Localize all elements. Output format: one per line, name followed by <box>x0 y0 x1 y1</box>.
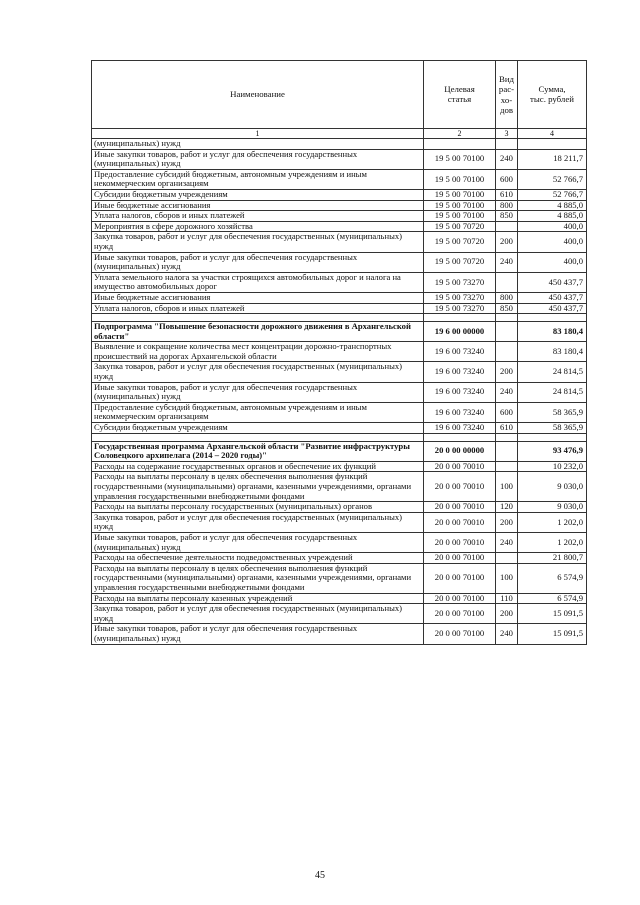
row-code-cell: 19 5 00 70100 <box>424 200 496 211</box>
row-vid-cell <box>496 314 518 322</box>
row-vid-cell: 100 <box>496 472 518 502</box>
header-sum <box>518 61 587 129</box>
row-name-cell: Государственная программа Архангельской области "Развитие инфраструктуры Соловецкого архипелага (2014 – 2020 годы)" <box>92 441 424 461</box>
table-row <box>92 189 587 200</box>
row-name-cell: Иные бюджетные ассигнования <box>92 200 424 211</box>
row-vid-cell: 200 <box>496 512 518 532</box>
row-vid-cell <box>496 441 518 461</box>
row-vid-cell: 610 <box>496 189 518 200</box>
table-row <box>92 472 587 502</box>
table-row <box>92 624 587 644</box>
header-vid-line1: Вид <box>498 73 515 84</box>
row-sum-cell: 450 437,7 <box>518 303 587 314</box>
table-row <box>92 441 587 461</box>
row-code-cell: 20 0 00 70100 <box>424 624 496 644</box>
row-sum-cell: 9 030,0 <box>518 472 587 502</box>
table-row <box>92 433 587 441</box>
row-vid-cell <box>496 433 518 441</box>
row-vid-cell <box>496 342 518 362</box>
row-sum-cell: 15 091,5 <box>518 624 587 644</box>
row-name-cell: Расходы на выплаты персоналу в целях обеспечения выполнения функций государственными (муниципальными) органами, казенными учреждениями, органами управления государственными внебюджетными фондами <box>92 563 424 593</box>
row-vid-cell: 200 <box>496 604 518 624</box>
table-row <box>92 461 587 472</box>
row-code-cell: 19 5 00 70100 <box>424 189 496 200</box>
row-name-cell: Предоставление субсидий бюджетным, автономным учреждениям и иным некоммерческим организациям <box>92 402 424 422</box>
row-sum-cell: 450 437,7 <box>518 272 587 292</box>
row-vid-cell: 800 <box>496 200 518 211</box>
table-row <box>92 604 587 624</box>
table-row <box>92 553 587 564</box>
row-name-cell: (муниципальных) нужд <box>92 139 424 150</box>
table-row <box>92 221 587 232</box>
table-row <box>92 563 587 593</box>
row-name-cell: Уплата земельного налога за участки строящихся автомобильных дорог и налога на имущество автомобильных дорог <box>92 272 424 292</box>
row-name-cell <box>92 433 424 441</box>
row-code-cell: 19 5 00 70720 <box>424 232 496 252</box>
row-code-cell: 19 5 00 73270 <box>424 272 496 292</box>
row-code-cell: 19 6 00 00000 <box>424 322 496 342</box>
row-name-cell: Расходы на обеспечение деятельности подведомственных учреждений <box>92 553 424 564</box>
row-code-cell: 19 6 00 73240 <box>424 402 496 422</box>
row-sum-cell: 400,0 <box>518 221 587 232</box>
table-row <box>92 149 587 169</box>
row-vid-cell: 600 <box>496 402 518 422</box>
row-code-cell: 19 5 00 70100 <box>424 149 496 169</box>
row-vid-cell: 240 <box>496 532 518 552</box>
row-vid-cell: 120 <box>496 502 518 513</box>
header-code-line2: статья <box>447 93 472 104</box>
header-sum-line2: тыс. рублей <box>530 93 574 104</box>
table-row <box>92 314 587 322</box>
table-row <box>92 252 587 272</box>
row-vid-cell <box>496 139 518 150</box>
row-name-cell: Иные закупки товаров, работ и услуг для обеспечения государственных (муниципальных) нужд <box>92 624 424 644</box>
table-row <box>92 502 587 513</box>
row-sum-cell <box>518 433 587 441</box>
row-vid-cell: 240 <box>496 624 518 644</box>
row-code-cell: 20 0 00 70100 <box>424 604 496 624</box>
row-name-cell: Закупка товаров, работ и услуг для обеспечения государственных (муниципальных) нужд <box>92 512 424 532</box>
row-code-cell: 20 0 00 70010 <box>424 461 496 472</box>
row-name-cell: Иные закупки товаров, работ и услуг для обеспечения государственных (муниципальных) нужд <box>92 252 424 272</box>
table-row <box>92 200 587 211</box>
row-sum-cell: 21 800,7 <box>518 553 587 564</box>
row-sum-cell: 83 180,4 <box>518 342 587 362</box>
row-name-cell: Выявление и сокращение количества мест концентрации дорожно-транспортных происшествий на дорогах Архангельской области <box>92 342 424 362</box>
row-sum-cell: 58 365,9 <box>518 402 587 422</box>
row-code-cell: 20 0 00 00000 <box>424 441 496 461</box>
table-row <box>92 512 587 532</box>
row-vid-cell: 240 <box>496 252 518 272</box>
row-vid-cell: 200 <box>496 362 518 382</box>
row-name-cell: Иные закупки товаров, работ и услуг для обеспечения государственных (муниципальных) нужд <box>92 149 424 169</box>
header-sum-line1: Сумма, <box>538 83 566 94</box>
row-sum-cell: 24 814,5 <box>518 382 587 402</box>
row-name-cell: Субсидии бюджетным учреждениям <box>92 423 424 434</box>
row-sum-cell: 15 091,5 <box>518 604 587 624</box>
table-row <box>92 232 587 252</box>
table-row <box>92 139 587 150</box>
row-code-cell <box>424 139 496 150</box>
table-row <box>92 211 587 222</box>
row-code-cell: 19 5 00 70720 <box>424 221 496 232</box>
table-row <box>92 402 587 422</box>
row-sum-cell <box>518 139 587 150</box>
row-name-cell: Подпрограмма "Повышение безопасности дорожного движения в Архангельской области" <box>92 322 424 342</box>
column-index-2: 2 <box>424 129 496 139</box>
header-name <box>92 61 424 129</box>
header-vid-line4: дов <box>499 105 514 115</box>
table-row <box>92 382 587 402</box>
row-sum-cell: 1 202,0 <box>518 532 587 552</box>
column-index-1: 1 <box>92 129 424 139</box>
row-vid-cell <box>496 461 518 472</box>
table-row <box>92 272 587 292</box>
table-row <box>92 322 587 342</box>
row-sum-cell: 18 211,7 <box>518 149 587 169</box>
table-row <box>92 303 587 314</box>
row-code-cell: 19 6 00 73240 <box>424 423 496 434</box>
row-vid-cell: 850 <box>496 303 518 314</box>
row-name-cell: Закупка товаров, работ и услуг для обеспечения государственных (муниципальных) нужд <box>92 604 424 624</box>
row-code-cell: 19 5 00 73270 <box>424 303 496 314</box>
header-vid <box>496 61 518 129</box>
row-name-cell: Иные закупки товаров, работ и услуг для обеспечения государственных (муниципальных) нужд <box>92 382 424 402</box>
row-sum-cell: 58 365,9 <box>518 423 587 434</box>
row-sum-cell: 4 885,0 <box>518 211 587 222</box>
row-name-cell: Иные закупки товаров, работ и услуг для обеспечения государственных (муниципальных) нужд <box>92 532 424 552</box>
row-name-cell: Расходы на выплаты персоналу в целях обеспечения выполнения функций государственными (муниципальными) органами, казенными учреждениями, органами управления государственными внебюджетными фондами <box>92 472 424 502</box>
row-vid-cell: 850 <box>496 211 518 222</box>
row-name-cell: Субсидии бюджетным учреждениям <box>92 189 424 200</box>
row-vid-cell: 110 <box>496 593 518 604</box>
row-name-cell: Закупка товаров, работ и услуг для обеспечения государственных (муниципальных) нужд <box>92 362 424 382</box>
row-sum-cell <box>518 314 587 322</box>
row-code-cell <box>424 433 496 441</box>
row-sum-cell: 450 437,7 <box>518 292 587 303</box>
row-name-cell: Уплата налогов, сборов и иных платежей <box>92 211 424 222</box>
row-sum-cell: 10 232,0 <box>518 461 587 472</box>
table-row <box>92 532 587 552</box>
row-code-cell: 19 5 00 73270 <box>424 292 496 303</box>
row-sum-cell: 52 766,7 <box>518 189 587 200</box>
row-code-cell: 19 6 00 73240 <box>424 362 496 382</box>
row-vid-cell: 240 <box>496 382 518 402</box>
row-sum-cell: 400,0 <box>518 232 587 252</box>
table-row <box>92 593 587 604</box>
row-name-cell: Расходы на выплаты персоналу казенных учреждений <box>92 593 424 604</box>
row-name-cell: Уплата налогов, сборов и иных платежей <box>92 303 424 314</box>
header-name-text: Наименование <box>230 88 285 99</box>
row-code-cell: 20 0 00 70100 <box>424 563 496 593</box>
row-vid-cell <box>496 272 518 292</box>
row-sum-cell: 52 766,7 <box>518 169 587 189</box>
table-row <box>92 342 587 362</box>
row-vid-cell <box>496 553 518 564</box>
row-code-cell: 19 5 00 70100 <box>424 169 496 189</box>
row-name-cell: Предоставление субсидий бюджетным, автономным учреждениям и иным некоммерческим организациям <box>92 169 424 189</box>
row-code-cell: 20 0 00 70010 <box>424 472 496 502</box>
row-vid-cell: 200 <box>496 232 518 252</box>
row-vid-cell: 600 <box>496 169 518 189</box>
row-code-cell <box>424 314 496 322</box>
header-code <box>424 61 496 129</box>
budget-table <box>91 60 587 645</box>
row-name-cell: Расходы на выплаты персоналу государственных (муниципальных) органов <box>92 502 424 513</box>
row-vid-cell <box>496 221 518 232</box>
row-code-cell: 20 0 00 70010 <box>424 532 496 552</box>
column-index-4: 4 <box>518 129 587 139</box>
row-code-cell: 19 5 00 70100 <box>424 211 496 222</box>
header-code-line1: Целевая <box>444 83 475 94</box>
row-name-cell <box>92 314 424 322</box>
row-sum-cell: 6 574,9 <box>518 563 587 593</box>
row-code-cell: 20 0 00 70010 <box>424 512 496 532</box>
row-sum-cell: 83 180,4 <box>518 322 587 342</box>
row-vid-cell: 100 <box>496 563 518 593</box>
page-number: 45 <box>315 870 325 881</box>
row-name-cell: Мероприятия в сфере дорожного хозяйства <box>92 221 424 232</box>
column-index-row <box>92 129 587 139</box>
table-row <box>92 362 587 382</box>
row-sum-cell: 24 814,5 <box>518 362 587 382</box>
row-vid-cell: 240 <box>496 149 518 169</box>
row-vid-cell: 610 <box>496 423 518 434</box>
row-code-cell: 19 5 00 70720 <box>424 252 496 272</box>
table-row <box>92 292 587 303</box>
row-vid-cell: 800 <box>496 292 518 303</box>
row-code-cell: 19 6 00 73240 <box>424 382 496 402</box>
row-code-cell: 20 0 00 70100 <box>424 553 496 564</box>
row-sum-cell: 9 030,0 <box>518 502 587 513</box>
row-code-cell: 20 0 00 70100 <box>424 593 496 604</box>
row-sum-cell: 93 476,9 <box>518 441 587 461</box>
row-name-cell: Расходы на содержание государственных органов и обеспечение их функций <box>92 461 424 472</box>
column-index-3: 3 <box>496 129 518 139</box>
row-name-cell: Иные бюджетные ассигнования <box>92 292 424 303</box>
table-header-row <box>92 61 587 129</box>
row-sum-cell: 4 885,0 <box>518 200 587 211</box>
row-code-cell: 20 0 00 70010 <box>424 502 496 513</box>
header-vid-line3: хо- <box>500 94 513 105</box>
row-sum-cell: 400,0 <box>518 252 587 272</box>
table-row <box>92 169 587 189</box>
row-vid-cell <box>496 322 518 342</box>
row-sum-cell: 1 202,0 <box>518 512 587 532</box>
header-vid-line2: рас- <box>498 84 515 94</box>
table-row <box>92 423 587 434</box>
row-code-cell: 19 6 00 73240 <box>424 342 496 362</box>
row-name-cell: Закупка товаров, работ и услуг для обеспечения государственных (муниципальных) нужд <box>92 232 424 252</box>
row-sum-cell: 6 574,9 <box>518 593 587 604</box>
